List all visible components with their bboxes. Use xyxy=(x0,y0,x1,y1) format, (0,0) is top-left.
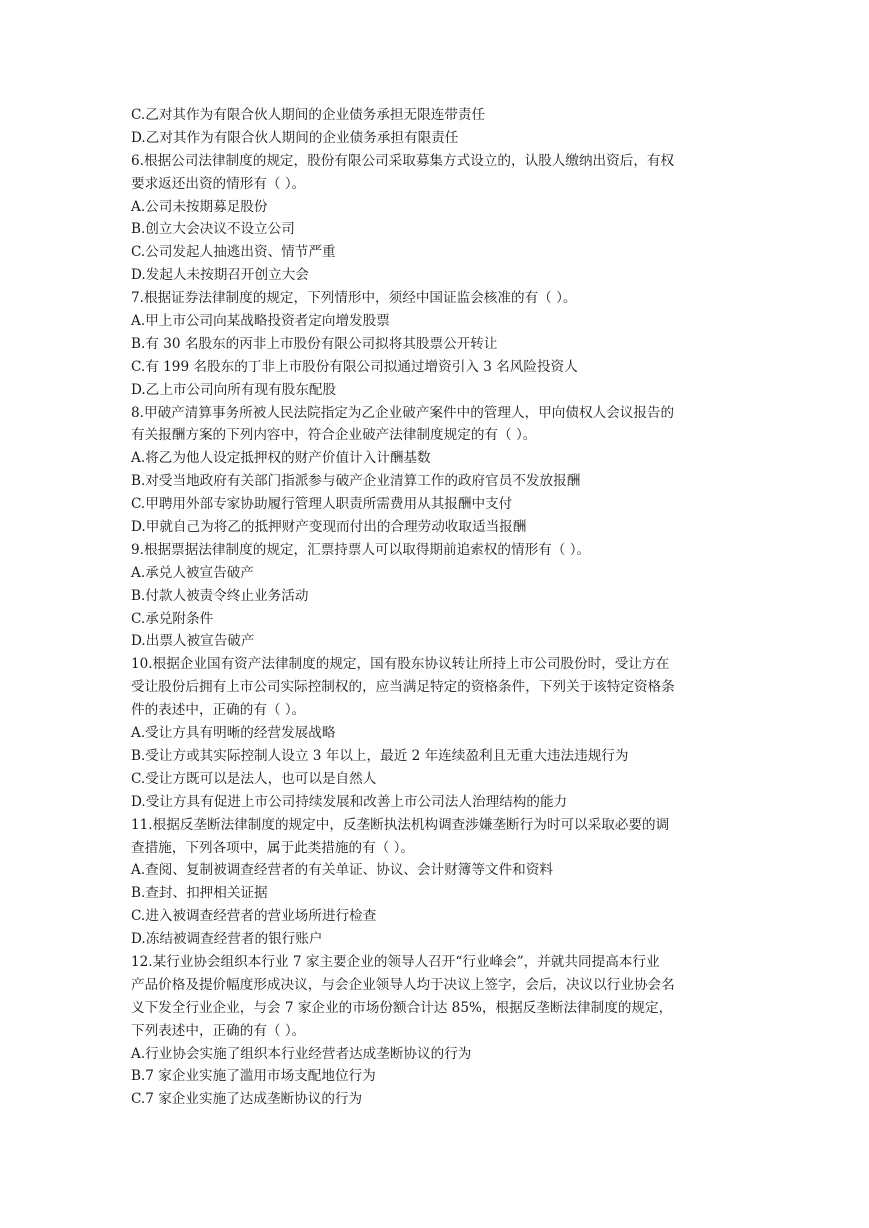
option-line: A.公司未按期募足股份 xyxy=(131,198,268,215)
question-line: 产品价格及提价幅度形成决议，与会企业领导人均于决议上签字，会后，决议以行业协会名 xyxy=(131,976,675,993)
option-line: D.甲就自己为将乙的抵押财产变现而付出的合理劳动收取适当报酬 xyxy=(131,519,527,536)
option-line: A.行业协会实施了组织本行业经营者达成垄断协议的行为 xyxy=(131,1045,472,1062)
option-line: C.有 199 名股东的丁非上市股份有限公司拟通过增资引入 3 名风险投资人 xyxy=(131,358,578,375)
option-line: B.创立大会决议不设立公司 xyxy=(131,221,295,238)
option-line: A.承兑人被宣告破产 xyxy=(131,564,254,581)
option-line: D.受让方具有促进上市公司持续发展和改善上市公司法人治理结构的能力 xyxy=(131,793,568,810)
question-line: 6.根据公司法律制度的规定，股份有限公司采取募集方式设立的，认股人缴纳出资后，有权 xyxy=(131,152,675,169)
option-line: B.付款人被责令终止业务活动 xyxy=(131,587,309,604)
question-line: 受让股份后拥有上市公司实际控制权的，应当满足特定的资格条件，下列关于该特定资格条 xyxy=(131,679,675,696)
question-line: 12.某行业协会组织本行业 7 家主要企业的领导人召开“行业峰会”，并就共同提高本行业 xyxy=(131,953,660,970)
question-line: 8.甲破产清算事务所被人民法院指定为乙企业破产案件中的管理人，甲向债权人会议报告的 xyxy=(131,404,675,421)
option-line: C.受让方既可以是法人，也可以是自然人 xyxy=(131,770,377,787)
option-line: C.7 家企业实施了达成垄断协议的行为 xyxy=(131,1091,363,1108)
option-line: B.对受当地政府有关部门指派参与破产企业清算工作的政府官员不发放报酬 xyxy=(131,473,581,490)
document-body xyxy=(131,104,741,1111)
question-line: 要求返还出资的情形有（ ）。 xyxy=(131,175,306,192)
question-line: 7.根据证券法律制度的规定，下列情形中，须经中国证监会核准的有（ ）。 xyxy=(131,290,577,307)
option-line: A.查阅、复制被调查经营者的有关单证、协议、会计财簿等文件和资料 xyxy=(131,862,553,879)
question-line: 10.根据企业国有资产法律制度的规定，国有股东协议转让所持上市公司股份时，受让方在 xyxy=(131,656,670,673)
option-line: D.出票人被宣告破产 xyxy=(131,633,255,650)
option-line: D.乙对其作为有限合伙人期间的企业债务承担有限责任 xyxy=(131,129,459,146)
option-line: C.乙对其作为有限合伙人期间的企业债务承担无限连带责任 xyxy=(131,107,486,123)
option-line: C.进入被调查经营者的营业场所进行检查 xyxy=(131,908,377,925)
question-line: 9.根据票据法律制度的规定，汇票持票人可以取得期前追索权的情形有（ ）。 xyxy=(131,541,591,558)
question-line: 有关报酬方案的下列内容中，符合企业破产法律制度规定的有（ ）。 xyxy=(131,427,537,444)
option-line: C.甲聘用外部专家协助履行管理人职责所需费用从其报酬中支付 xyxy=(131,496,513,513)
question-line: 下列表述中，正确的有（ ）。 xyxy=(131,1022,306,1039)
option-line: C.公司发起人抽逃出资、情节严重 xyxy=(131,244,336,261)
question-line: 11.根据反垄断法律制度的规定中，反垄断执法机构调查涉嫌垄断行为时可以采取必要的调 xyxy=(131,816,670,833)
question-line: 查措施，下列各项中，属于此类措施的有（ ）。 xyxy=(131,839,414,856)
option-line: B.查封、扣押相关证据 xyxy=(131,885,268,902)
question-line: 义下发全行业企业，与会 7 家企业的市场份额合计达 85%，根据反垄断法律制度的规定， xyxy=(131,999,673,1016)
option-line: D.乙上市公司向所有现有股东配股 xyxy=(131,381,337,398)
option-line: A.将乙为他人设定抵押权的财产价值计入计酬基数 xyxy=(131,450,431,467)
option-line: D.发起人未按期召开创立大会 xyxy=(131,267,309,284)
option-line: A.受让方具有明晰的经营发展战略 xyxy=(131,725,336,742)
option-line: D.冻结被调查经营者的银行账户 xyxy=(131,931,323,948)
question-line: 件的表述中，正确的有（ ）。 xyxy=(131,702,306,719)
option-line: A.甲上市公司向某战略投资者定向增发股票 xyxy=(131,313,390,330)
option-line: B.7 家企业实施了滥用市场支配地位行为 xyxy=(131,1068,376,1085)
option-line: B.有 30 名股东的丙非上市股份有限公司拟将其股票公开转让 xyxy=(131,335,498,352)
option-line: B.受让方或其实际控制人设立 3 年以上，最近 2 年连续盈利且无重大违法违规行为 xyxy=(131,747,629,764)
option-line: C.承兑附条件 xyxy=(131,610,214,627)
